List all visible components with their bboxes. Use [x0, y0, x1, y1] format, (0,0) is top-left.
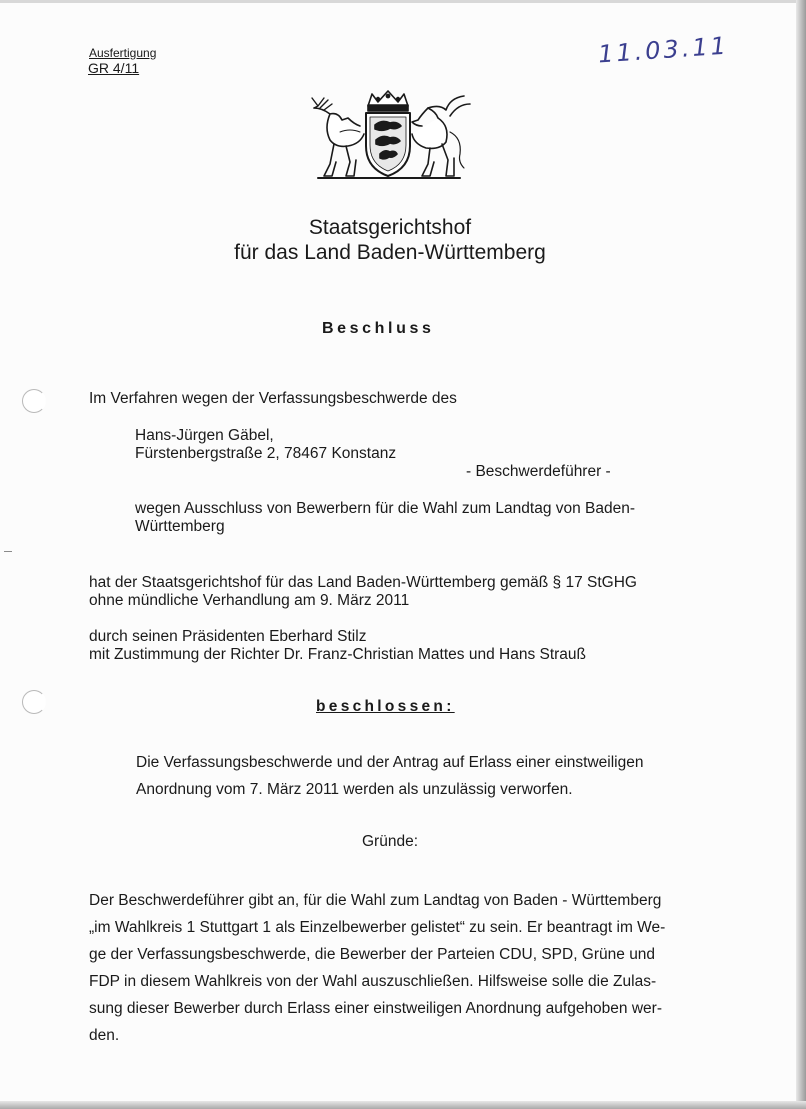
case-number: GR 4/11 — [88, 60, 140, 76]
court-name-line-2: für das Land Baden-Württemberg — [234, 241, 546, 264]
handwritten-date: 11.03.11 — [597, 31, 730, 69]
court-action-line-2: ohne mündliche Verhandlung am 9. März 2011 — [89, 592, 410, 609]
subject-line-1: wegen Ausschluss von Bewerbern für die Wahl zum Landtag von Baden- — [135, 500, 636, 517]
decision-line-1: Die Verfassungsbeschwerde und der Antrag auf Erlass einer einstweiligen — [136, 754, 644, 771]
subject-line-2: Württemberg — [135, 518, 225, 535]
proceedings-intro: Im Verfahren wegen der Verfassungsbeschwerde des — [89, 390, 457, 407]
reasoning-line: Der Beschwerdeführer gibt an, für die Wahl zum Landtag von Baden - Württemberg — [89, 892, 662, 909]
reasons-heading: Gründe: — [362, 833, 419, 850]
court-action-line-1: hat der Staatsgerichtshof für das Land Baden-Württemberg gemäß § 17 StGHG — [89, 574, 637, 591]
reasoning-line: „im Wahlkreis 1 Stuttgart 1 als Einzelbewerber gelistet“ zu sein. Er beantragt im We- — [89, 919, 666, 936]
reasoning-line: FDP in diesem Wahlkreis von der Wahl auszuschließen. Hilfsweise solle die Zulas- — [89, 973, 657, 990]
reasoning-paragraph — [89, 887, 689, 1049]
composition-line-1: durch seinen Präsidenten Eberhard Stilz — [89, 628, 367, 645]
scan-edge-top — [0, 0, 806, 3]
reasoning-line: sung dieser Bewerber durch Erlass einer einstweiligen Anordnung aufgehoben wer- — [89, 1000, 662, 1017]
baden-wuerttemberg-coat-of-arms-icon — [300, 88, 476, 184]
decision-line-2: Anordnung vom 7. März 2011 werden als unzulässig verworfen. — [136, 781, 573, 798]
punch-hole-bottom — [22, 690, 46, 714]
reasoning-line: ge der Verfassungsbeschwerde, die Bewerber der Parteien CDU, SPD, Grüne und — [89, 946, 656, 963]
decided-heading: beschlossen: — [316, 698, 455, 715]
document-title: Beschluss — [322, 320, 435, 337]
reasoning-line: den. — [89, 1027, 120, 1044]
complainant-role: - Beschwerdeführer - — [466, 463, 611, 480]
complainant-address: Fürstenbergstraße 2, 78467 Konstanz — [135, 445, 397, 462]
scan-edge-bottom — [0, 1101, 806, 1109]
court-name-line-1: Staatsgerichtshof — [308, 216, 472, 239]
punch-hole-top — [22, 389, 46, 413]
composition-line-2: mit Zustimmung der Richter Dr. Franz-Christian Mattes und Hans Strauß — [89, 646, 587, 663]
complainant-name: Hans-Jürgen Gäbel, — [135, 427, 274, 444]
scan-edge-right — [796, 0, 806, 1109]
fold-mark — [4, 551, 12, 552]
ausfertigung-label: Ausfertigung — [89, 46, 157, 60]
